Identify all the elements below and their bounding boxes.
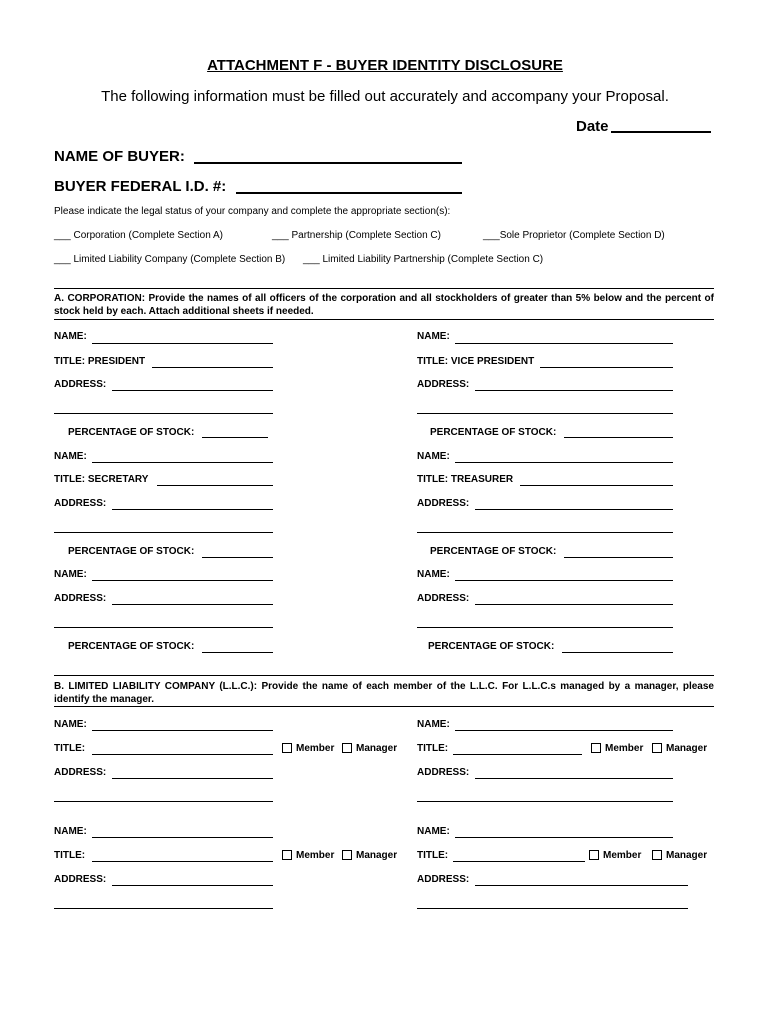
percentage-label: PERCENTAGE OF STOCK: <box>430 427 557 438</box>
option-partnership-label: Partnership (Complete Section C) <box>291 230 441 241</box>
percentage-field[interactable] <box>202 557 273 558</box>
document-title: ATTACHMENT F - BUYER IDENTITY DISCLOSURE <box>207 57 563 74</box>
member-name-label: NAME: <box>417 826 450 837</box>
address-line-2[interactable] <box>417 627 673 628</box>
member-checkbox[interactable] <box>282 743 292 753</box>
manager-checkbox[interactable] <box>652 743 662 753</box>
address-label: ADDRESS: <box>417 767 470 778</box>
address-field[interactable] <box>475 778 673 779</box>
percentage-label: PERCENTAGE OF STOCK: <box>430 546 557 557</box>
member-name-label: NAME: <box>54 719 87 730</box>
percentage-field[interactable] <box>202 652 273 653</box>
document-subtitle: The following information must be filled out accurately and accompany your Proposal. <box>101 88 669 105</box>
officer-name-field[interactable] <box>455 462 673 463</box>
officer-name-label: NAME: <box>417 569 450 580</box>
member-title-label: TITLE: <box>54 743 86 754</box>
manager-checkbox-label: Manager <box>666 743 708 754</box>
address-label: ADDRESS: <box>417 379 470 390</box>
percentage-field[interactable] <box>564 437 673 438</box>
address-line-2[interactable] <box>417 801 673 802</box>
option-blank[interactable]: ___ <box>483 230 500 241</box>
member-title-field[interactable] <box>92 861 273 862</box>
percentage-label: PERCENTAGE OF STOCK: <box>428 641 555 652</box>
option-corporation[interactable] <box>54 230 223 241</box>
president-field[interactable] <box>152 367 273 368</box>
buyer-fedid-field[interactable] <box>236 192 462 194</box>
buyer-fedid-label: BUYER FEDERAL I.D. #: <box>54 178 227 195</box>
member-checkbox-label: Member <box>296 743 335 754</box>
officer-name-label: NAME: <box>417 451 450 462</box>
percentage-label: PERCENTAGE OF STOCK: <box>68 641 195 652</box>
member-name-field[interactable] <box>455 837 673 838</box>
address-field[interactable] <box>475 604 673 605</box>
option-sole-proprietor-label: Sole Proprietor (Complete Section D) <box>499 230 665 241</box>
manager-checkbox[interactable] <box>342 743 352 753</box>
option-blank[interactable]: ___ <box>54 230 71 241</box>
officer-name-field[interactable] <box>455 580 673 581</box>
address-label: ADDRESS: <box>54 767 107 778</box>
address-line-2[interactable] <box>54 532 273 533</box>
section-b-top-rule <box>54 675 714 676</box>
option-llp-label: Limited Liability Partnership (Complete Section C) <box>322 254 544 265</box>
member-title-label: TITLE: <box>417 850 449 861</box>
member-name-field[interactable] <box>92 730 273 731</box>
address-field[interactable] <box>112 509 273 510</box>
manager-checkbox-label: Manager <box>356 743 398 754</box>
option-blank[interactable]: ___ <box>303 254 320 265</box>
member-name-label: NAME: <box>417 719 450 730</box>
address-field[interactable] <box>112 390 273 391</box>
percentage-field[interactable] <box>564 557 673 558</box>
member-checkbox-label: Member <box>296 850 335 861</box>
address-label: ADDRESS: <box>54 498 107 509</box>
address-label: ADDRESS: <box>417 498 470 509</box>
member-title-field[interactable] <box>453 861 585 862</box>
vice-president-field[interactable] <box>540 367 673 368</box>
option-blank[interactable]: ___ <box>272 230 289 241</box>
address-label: ADDRESS: <box>54 379 107 390</box>
member-name-label: NAME: <box>54 826 87 837</box>
address-field[interactable] <box>475 885 688 886</box>
manager-checkbox[interactable] <box>342 850 352 860</box>
address-line-2[interactable] <box>54 908 273 909</box>
option-partnership[interactable] <box>272 230 441 241</box>
percentage-label: PERCENTAGE OF STOCK: <box>68 546 195 557</box>
percentage-field[interactable] <box>202 437 268 438</box>
address-line-2[interactable] <box>54 627 273 628</box>
address-label: ADDRESS: <box>54 874 107 885</box>
title-vice-president-label: TITLE: VICE PRESIDENT <box>417 356 535 367</box>
address-field[interactable] <box>112 604 273 605</box>
address-field[interactable] <box>475 390 673 391</box>
member-title-label: TITLE: <box>417 743 449 754</box>
percentage-field[interactable] <box>562 652 673 653</box>
member-checkbox[interactable] <box>589 850 599 860</box>
address-field[interactable] <box>112 885 273 886</box>
member-title-label: TITLE: <box>54 850 86 861</box>
officer-name-label: NAME: <box>54 331 87 342</box>
section-a-top-rule <box>54 288 714 289</box>
officer-name-label: NAME: <box>417 331 450 342</box>
address-label: ADDRESS: <box>417 874 470 885</box>
member-checkbox[interactable] <box>282 850 292 860</box>
address-label: ADDRESS: <box>417 593 470 604</box>
officer-name-field[interactable] <box>92 580 273 581</box>
title-president-label: TITLE: PRESIDENT <box>54 356 146 367</box>
address-line-2[interactable] <box>54 413 273 414</box>
officer-name-label: NAME: <box>54 451 87 462</box>
address-line-2[interactable] <box>417 908 688 909</box>
section-a-heading: A. CORPORATION: Provide the names of all officers of the corporation and all stockholders of greater than 5% below and the percent of stock held by each. Attach additional sheets if needed. <box>54 293 714 317</box>
buyer-name-label: NAME OF BUYER: <box>54 148 185 165</box>
buyer-name-field[interactable] <box>194 162 462 164</box>
section-b-heading: B. LIMITED LIABILITY COMPANY (L.L.C.): Provide the name of each member of the L.L.C. For L.L.C.s managed by a manager, please identify the manager. <box>54 681 714 705</box>
member-title-field[interactable] <box>92 754 273 755</box>
member-checkbox-label: Member <box>603 850 642 861</box>
section-b-bottom-rule <box>54 706 714 707</box>
secretary-field[interactable] <box>157 485 273 486</box>
manager-checkbox-label: Manager <box>356 850 398 861</box>
section-a-bottom-rule <box>54 319 714 320</box>
date-field[interactable] <box>611 131 711 133</box>
address-label: ADDRESS: <box>54 593 107 604</box>
address-field[interactable] <box>112 778 273 779</box>
member-title-field[interactable] <box>453 754 582 755</box>
member-checkbox-label: Member <box>605 743 644 754</box>
address-line-2[interactable] <box>417 413 673 414</box>
member-name-field[interactable] <box>92 837 273 838</box>
option-blank[interactable]: ___ <box>54 254 71 265</box>
legal-status-instruction: Please indicate the legal status of your company and complete the appropriate section(s): <box>54 206 451 217</box>
officer-name-field[interactable] <box>92 462 273 463</box>
percentage-label: PERCENTAGE OF STOCK: <box>68 427 195 438</box>
manager-checkbox-label: Manager <box>666 850 708 861</box>
officer-name-label: NAME: <box>54 569 87 580</box>
date-label: Date <box>576 118 609 135</box>
option-llp[interactable] <box>303 254 543 265</box>
title-treasurer-label: TITLE: TREASURER <box>417 474 514 485</box>
manager-checkbox[interactable] <box>652 850 662 860</box>
address-line-2[interactable] <box>54 801 273 802</box>
treasurer-field[interactable] <box>520 485 673 486</box>
title-secretary-label: TITLE: SECRETARY <box>54 474 149 485</box>
officer-name-field[interactable] <box>455 343 673 344</box>
officer-name-field[interactable] <box>92 343 273 344</box>
option-sole-proprietor[interactable] <box>483 230 665 241</box>
address-field[interactable] <box>475 509 673 510</box>
option-llc-label: Limited Liability Company (Complete Section B) <box>73 254 286 265</box>
option-llc[interactable] <box>54 254 285 265</box>
address-line-2[interactable] <box>417 532 673 533</box>
member-checkbox[interactable] <box>591 743 601 753</box>
option-corporation-label: Corporation (Complete Section A) <box>73 230 223 241</box>
member-name-field[interactable] <box>455 730 673 731</box>
